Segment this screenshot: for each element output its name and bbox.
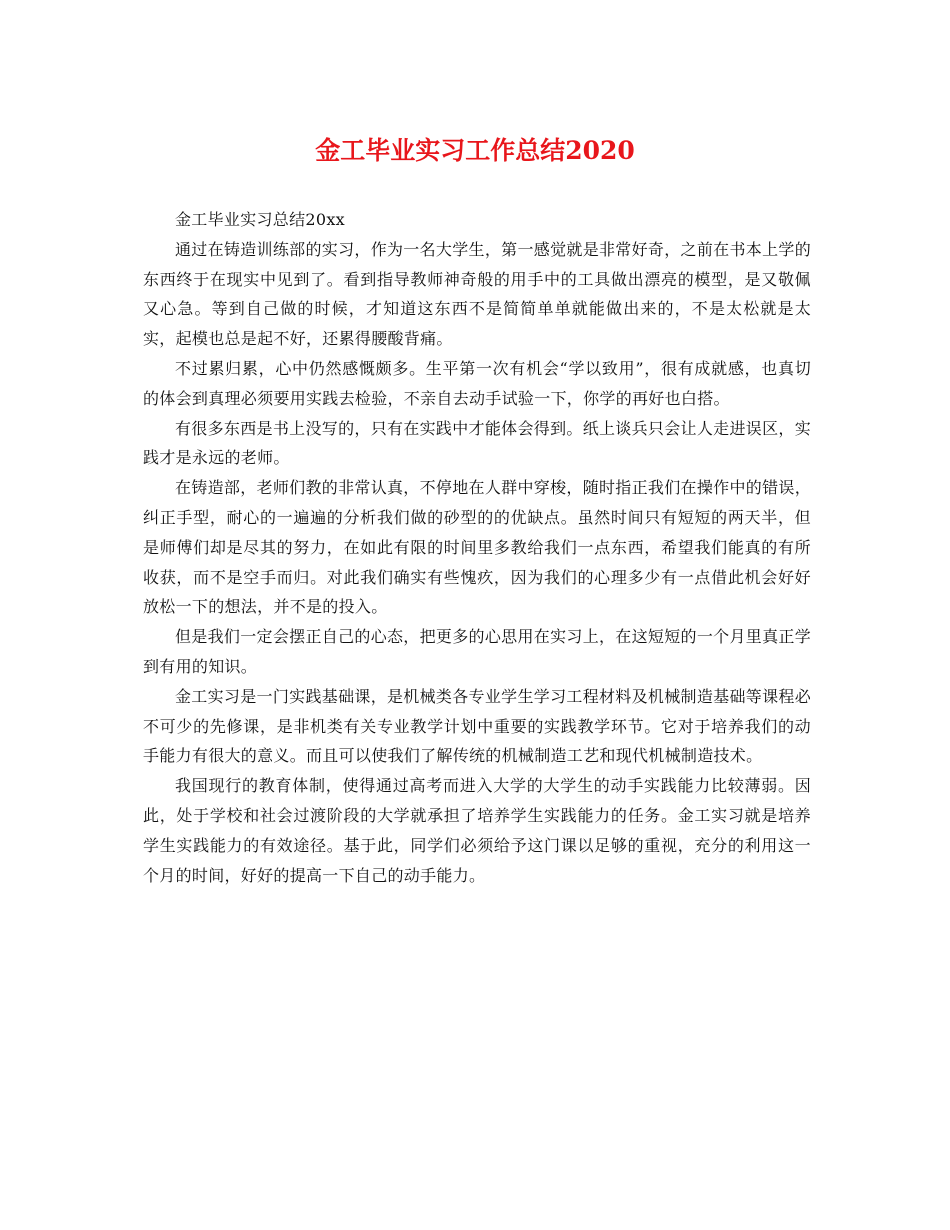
- paragraph: 不过累归累，心中仍然感慨颇多。生平第一次有机会“学以致用”，很有成就感，也真切的体会到真理必须要用实践去检验，不亲自去动手试验一下，你学的再好也白搭。: [143, 358, 811, 408]
- document-title: 金工毕业实习工作总结2020: [315, 136, 635, 165]
- paragraph: 金工实习是一门实践基础课，是机械类各专业学生学习工程材料及机械制造基础等课程必不可少的先修课，是非机类有关专业教学计划中重要的实践教学环节。它对于培养我们的动手能力有很大的意义。而且可以使我们了解传统的机械制造工艺和现代机械制造技术。: [143, 686, 811, 766]
- paragraph: 有很多东西是书上没写的，只有在实践中才能体会得到。纸上谈兵只会让人走进误区，实践才是永远的老师。: [143, 418, 811, 468]
- document-body: [143, 205, 811, 890]
- paragraph: 但是我们一定会摆正自己的心态，把更多的心思用在实习上，在这短短的一个月里真正学到有用的知识。: [143, 627, 811, 676]
- paragraph-subtitle: 金工毕业实习总结20xx: [175, 210, 346, 229]
- paragraph: 我国现行的教育体制，使得通过高考而进入大学的大学生的动手实践能力比较薄弱。因此，处于学校和社会过渡阶段的大学就承担了培养学生实践能力的任务。金工实习就是培养学生实践能力的有效途径。基于此，同学们必须给予这门课以足够的重视，充分的利用这一个月的时间，好好的提高一下自己的动手能力。: [143, 776, 811, 885]
- paragraph: 通过在铸造训练部的实习，作为一名大学生，第一感觉就是非常好奇，之前在书本上学的东西终于在现实中见到了。看到指导教师神奇般的用手中的工具做出漂亮的模型，是又敬佩又心急。等到自己做的时候，才知道这东西不是简简单单就能做出来的，不是太松就是太实，起模也总是起不好，还累得腰酸背痛。: [143, 239, 811, 349]
- paragraph: 在铸造部，老师们教的非常认真，不停地在人群中穿梭，随时指正我们在操作中的错误，纠正手型，耐心的一遍遍的分析我们做的砂型的的优缺点。虽然时间只有短短的两天半，但是师傅们却是尽其的努力，在如此有限的时间里多教给我们一点东西，希望我们能真的有所收获，而不是空手而归。对此我们确实有些愧疚，因为我们的心理多少有一点借此机会好好放松一下的想法，并不是的投入。: [143, 478, 811, 617]
